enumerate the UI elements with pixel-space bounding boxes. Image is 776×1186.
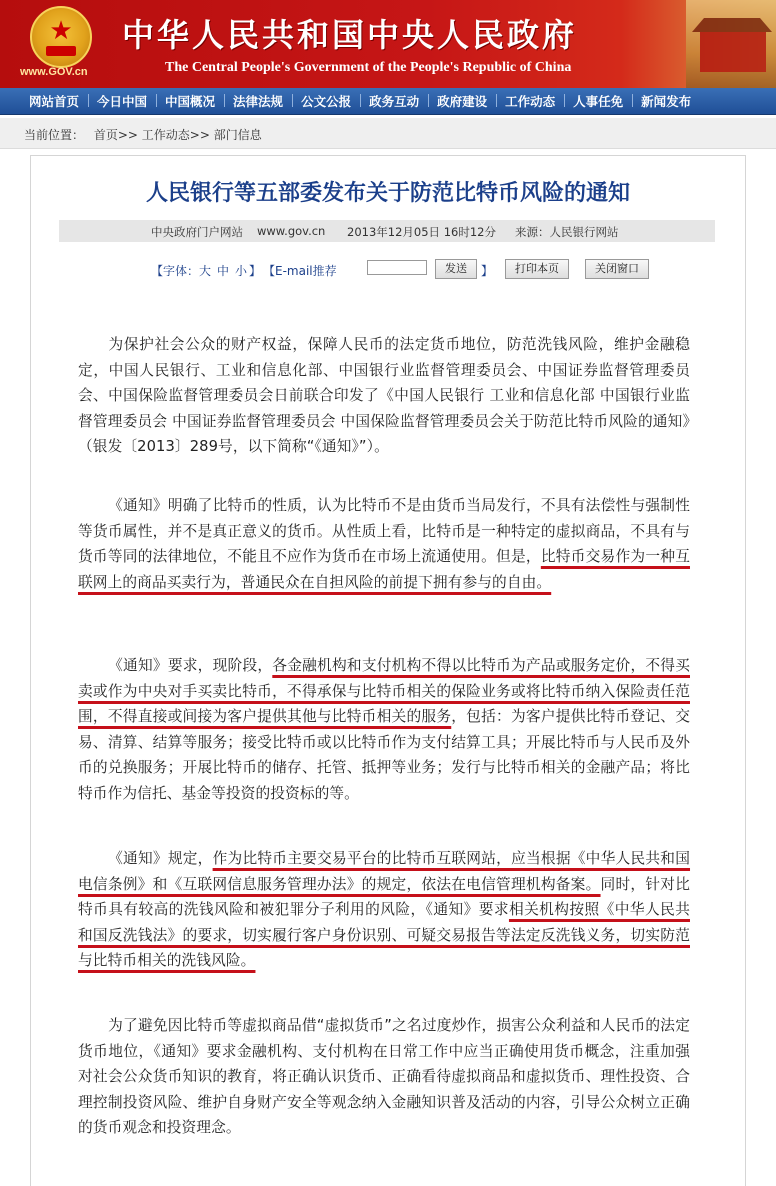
font-size-large[interactable]: 大 xyxy=(199,264,212,278)
breadcrumb xyxy=(0,118,776,149)
font-size-close-bracket: 】 xyxy=(249,264,262,278)
paragraph-3-text: 《通知》要求，现阶段， xyxy=(108,657,273,674)
nav-item-today-china[interactable]: 今日中国 xyxy=(88,92,156,110)
email-input[interactable] xyxy=(367,260,427,275)
breadcrumb-work-news[interactable]: 工作动态>> xyxy=(141,128,210,142)
paragraph-3 xyxy=(78,653,690,807)
print-button[interactable]: 打印本页 xyxy=(505,259,569,279)
site-url: www.GOV.cn xyxy=(20,66,88,78)
nav-item-gov-building[interactable]: 政府建设 xyxy=(428,92,496,110)
paragraph-4-text-mid: 同时，针对比特币具有较高的洗钱风险和被犯罪分子利用的风险，《通知》要求 xyxy=(78,875,690,919)
nav-item-press[interactable]: 新闻发布 xyxy=(632,92,700,110)
email-close-bracket: 】 xyxy=(481,264,494,278)
font-size-label: 【字体： xyxy=(151,264,200,278)
paragraph-1-text: 为保护社会公众的财产权益，保障人民币的法定货币地位，防范洗钱风险，维护金融稳定，中国人民银行、工业和信息化部、中国银行业监督管理委员会、中国证券监督管理委员会、中国保险监督管理委员会日前联合印发了《中国人民银行 工业和信息化部 中国银行业监督管理委员会 中国证券监督管理委员会 中国保险监督管理委员会关于防范比特币风险的通知》（银发〔2013〕289号，以下简称“《通知》”）。 xyxy=(78,336,690,456)
meta-source: 来源：人民银行网站 xyxy=(515,225,619,239)
meta-date: 2013年12月05日 16时12分 xyxy=(347,225,496,239)
article-title: 人民银行等五部委发布关于防范比特币风险的通知 xyxy=(145,180,630,206)
nav-item-laws[interactable]: 法律法规 xyxy=(224,92,292,110)
font-size-small[interactable]: 小 xyxy=(235,264,248,278)
breadcrumb-label: 当前位置： xyxy=(24,128,85,142)
highlight-text: 相关机构按照《中华人民共和国反洗钱法》的要求，切实履行客户身份识别、可疑交易报告等法定反洗钱义务，切实防范与比特币相关的洗钱风险。 xyxy=(78,901,690,970)
site-title: 中华人民共和国中央人民政府 xyxy=(122,16,578,54)
tiananmen-gate-icon xyxy=(686,0,776,88)
paragraph-1 xyxy=(78,332,690,460)
article-meta xyxy=(59,220,715,242)
nav-item-work-news[interactable]: 工作动态 xyxy=(496,92,564,110)
highlight-text: 作为比特币主要交易平台的比特币互联网站，应当根据《中华人民共和国电信条例》和《互联网信息服务管理办法》的规定，依法在电信管理机构备案。 xyxy=(78,850,691,893)
nav-item-interaction[interactable]: 政务互动 xyxy=(360,92,428,110)
paragraph-5 xyxy=(78,1013,690,1141)
paragraph-2-text: 《通知》明确了比特币的性质，认为比特币不是由货币当局发行，不具有法偿性与强制性等货币属性，并不是真正意义的货币。从性质上看，比特币是一种特定的虚拟商品，不具有与货币等同的法律地位，不能且不应作为货币在市场上流通使用。但是， xyxy=(78,497,690,566)
meta-url: www.gov.cn xyxy=(257,224,326,238)
font-size-medium[interactable]: 中 xyxy=(217,264,230,278)
paragraph-5-text: 为了避免因比特币等虚拟商品借“虚拟货币”之名过度炒作，损害公众利益和人民币的法定货币地位，《通知》要求金融机构、支付机构在日常工作中应当正确使用货币概念，注重加强对社会公众货币知识的教育，将正确认识货币、正确看待虚拟商品和虚拟货币、理性投资、合理控制投资风险、维护自身财产安全等观念纳入金融知识普及活动的内容，引导公众树立正确的货币观念和投资理念。 xyxy=(78,1017,690,1137)
nav-item-bulletins[interactable]: 公文公报 xyxy=(292,92,360,110)
article-container xyxy=(30,155,746,1186)
nav-item-appointments[interactable]: 人事任免 xyxy=(564,92,632,110)
main-nav xyxy=(0,88,776,115)
nav-item-home[interactable]: 网站首页 xyxy=(29,94,80,109)
close-window-button[interactable]: 关闭窗口 xyxy=(585,259,649,279)
highlight-text: 比特币交易作为一种互联网上的商品买卖行为，普通民众在自担风险的前提下拥有参与的自由。 xyxy=(78,548,690,591)
paragraph-4 xyxy=(78,846,690,974)
breadcrumb-dept-info[interactable]: 部门信息 xyxy=(213,128,262,142)
paragraph-2 xyxy=(78,493,690,595)
send-button[interactable]: 发送 xyxy=(435,259,477,279)
nav-item-china-overview[interactable]: 中国概况 xyxy=(156,92,224,110)
paragraph-4-text: 《通知》规定， xyxy=(108,850,213,867)
breadcrumb-home[interactable]: 首页>> xyxy=(93,128,138,142)
paragraph-3-text-rest: ，包括：为客户提供比特币登记、交易、清算、结算等服务；接受比特币或以比特币作为支付结算工具；开展比特币与人民币及外币的兑换服务；开展比特币的储存、托管、抵押等业务；发行与比特币相关的金融产品；将比特币作为信托、基金等投资的投资标的等。 xyxy=(78,708,690,802)
highlight-text: 各金融机构和支付机构不得以比特币为产品或服务定价，不得买卖或作为中央对手买卖比特币，不得承保与比特币相关的保险业务或将比特币纳入保险责任范围，不得直接或间接为客户提供其他与比特币相关的服务 xyxy=(78,657,690,726)
national-emblem-icon: ★ xyxy=(30,6,92,68)
email-recommend-label: 【E-mail推荐 xyxy=(263,264,337,278)
site-header-banner xyxy=(0,0,776,88)
meta-site: 中央政府门户网站 xyxy=(151,225,243,239)
site-title-english: The Central People's Government of the People's Republic of China xyxy=(165,60,572,75)
